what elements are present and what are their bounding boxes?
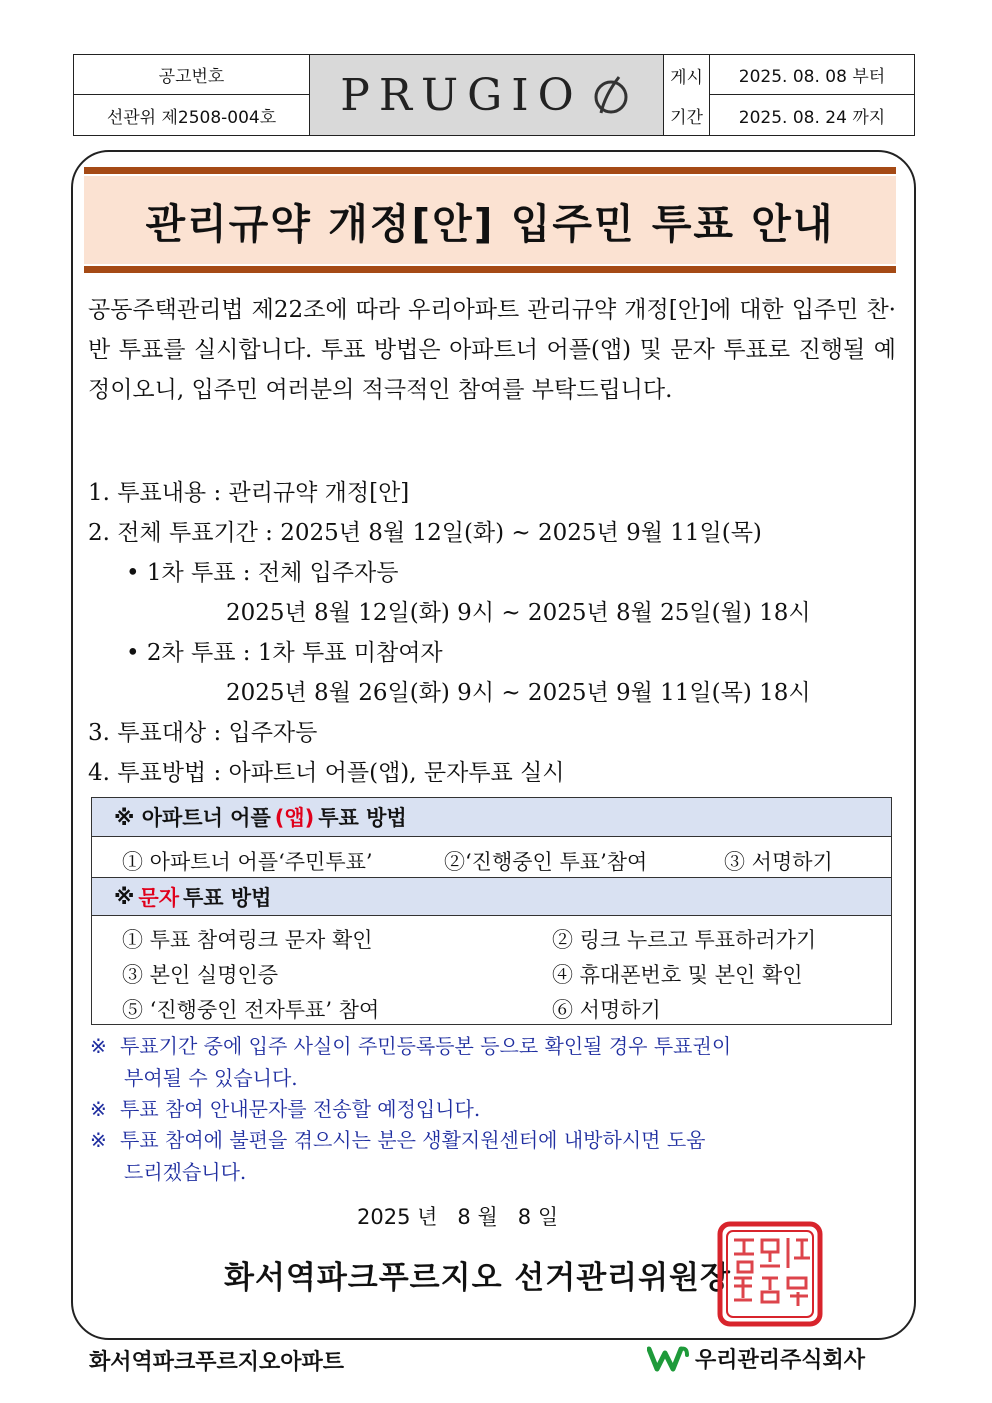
note-2-text: 투표 참여 안내문자를 전송할 예정입니다. [120,1097,481,1121]
logo-text: PRUGIO [340,69,583,121]
round1-period: 2025년 8월 12일(화) 9시 ~ 2025년 8월 25일(월) 18시 [226,600,811,626]
sms-method-header [92,877,891,916]
note-1-line-a: 투표기간 중에 입주 사실이 주민등록등본 등으로 확인될 경우 투표권이 [120,1034,732,1058]
note-3-line-a: 투표 참여에 불편을 겪으시는 분은 생활지원센터에 내방하시면 도움 [120,1128,706,1152]
signature: 화서역파크푸르지오 선거관리위원장 [224,1260,731,1296]
sms-step-2: ② 링크 누르고 투표하러가기 [552,928,817,952]
notice-number-label: 공고번호 [74,55,310,95]
prugio-leaf-icon [589,73,633,117]
note-3-line-b: 드리겠습니다. [124,1160,247,1184]
app-method-highlight: (앱) [274,806,315,830]
app-step-1: ① 아파트너 어플‘주민투표’ [122,850,373,874]
item-vote-period: 2. 전체 투표기간 : 2025년 8월 12일(화) ~ 2025년 9월 11일(목) [88,520,762,546]
note-3-mark: ※ [90,1128,107,1152]
page-title: 관리규약 개정[안] 입주민 투표 안내 [84,176,896,264]
item-vote-method: 4. 투표방법 : 아파트너 어플(앱), 문자투표 실시 [88,760,565,786]
sms-method-highlight: 문자 [138,885,179,910]
company-name: 우리관리주식회사 [695,1348,866,1373]
note-1-line-b: 부여될 수 있습니다. [124,1066,298,1090]
note-1-mark: ※ [90,1034,107,1058]
posting-date-to: 2025. 08. 24 까지 [738,107,886,128]
round1-label: • 1차 투표 : 전체 입주자등 [126,560,399,586]
item-vote-target: 3. 투표대상 : 입주자등 [88,720,318,746]
app-method-prefix: ※ 아파트너 어플 [114,806,271,830]
posting-date-from: 2025. 08. 08 부터 [710,55,914,95]
sms-step-3: ③ 본인 실명인증 [122,963,279,987]
voting-method-box [91,797,892,1025]
item-vote-content: 1. 투표내용 : 관리규약 개정[안] [88,480,410,506]
title-top-bar [84,167,896,174]
round2-period: 2025년 8월 26일(화) 9시 ~ 2025년 9월 11일(목) 18시 [226,680,811,706]
sms-step-6: ⑥ 서명하기 [552,998,661,1022]
official-seal-icon [716,1220,824,1328]
company-logo-icon [647,1345,689,1373]
note-3 [90,1124,895,1188]
sms-method-prefix: ※ [114,884,135,909]
sms-step-4: ④ 휴대폰번호 및 본인 확인 [552,963,803,987]
notice-header-table [73,54,915,136]
note-1 [90,1030,895,1094]
sms-method-suffix: 투표 방법 [183,885,272,910]
title-bottom-bar [84,266,896,273]
app-method-suffix: 투표 방법 [318,806,407,830]
notice-number: 선관위 제2508-004호 [74,95,310,135]
footer-company [647,1343,865,1374]
round2-label: • 2차 투표 : 1차 투표 미참여자 [126,640,443,666]
note-2-mark: ※ [90,1097,107,1121]
posting-period-label-2: 기간 [664,95,710,135]
footer-apartment-name: 화서역파크푸르지오아파트 [89,1350,345,1375]
note-2 [90,1093,895,1125]
app-step-3: ③ 서명하기 [724,850,833,874]
posting-period-label-1: 게시 [664,55,710,95]
notice-date: 2025 년 8 월 8 일 [357,1205,559,1229]
app-method-header [92,798,891,837]
sms-step-5: ⑤ ‘진행중인 전자투표’ 참여 [122,998,380,1022]
intro-paragraph: 공동주택관리법 제22조에 따라 우리아파트 관리규약 개정[안]에 대한 입주민 찬·반 투표를 실시합니다. 투표 방법은 아파트너 어플(앱) 및 문자 투표로 진행될 예정이오니, 입주민 여러분의 적극적인 참여를 부탁드립니다. [88,297,896,403]
sms-step-1: ① 투표 참여링크 문자 확인 [122,928,373,952]
prugio-logo [310,55,664,135]
app-step-2: ②‘진행중인 투표’참여 [444,850,648,874]
